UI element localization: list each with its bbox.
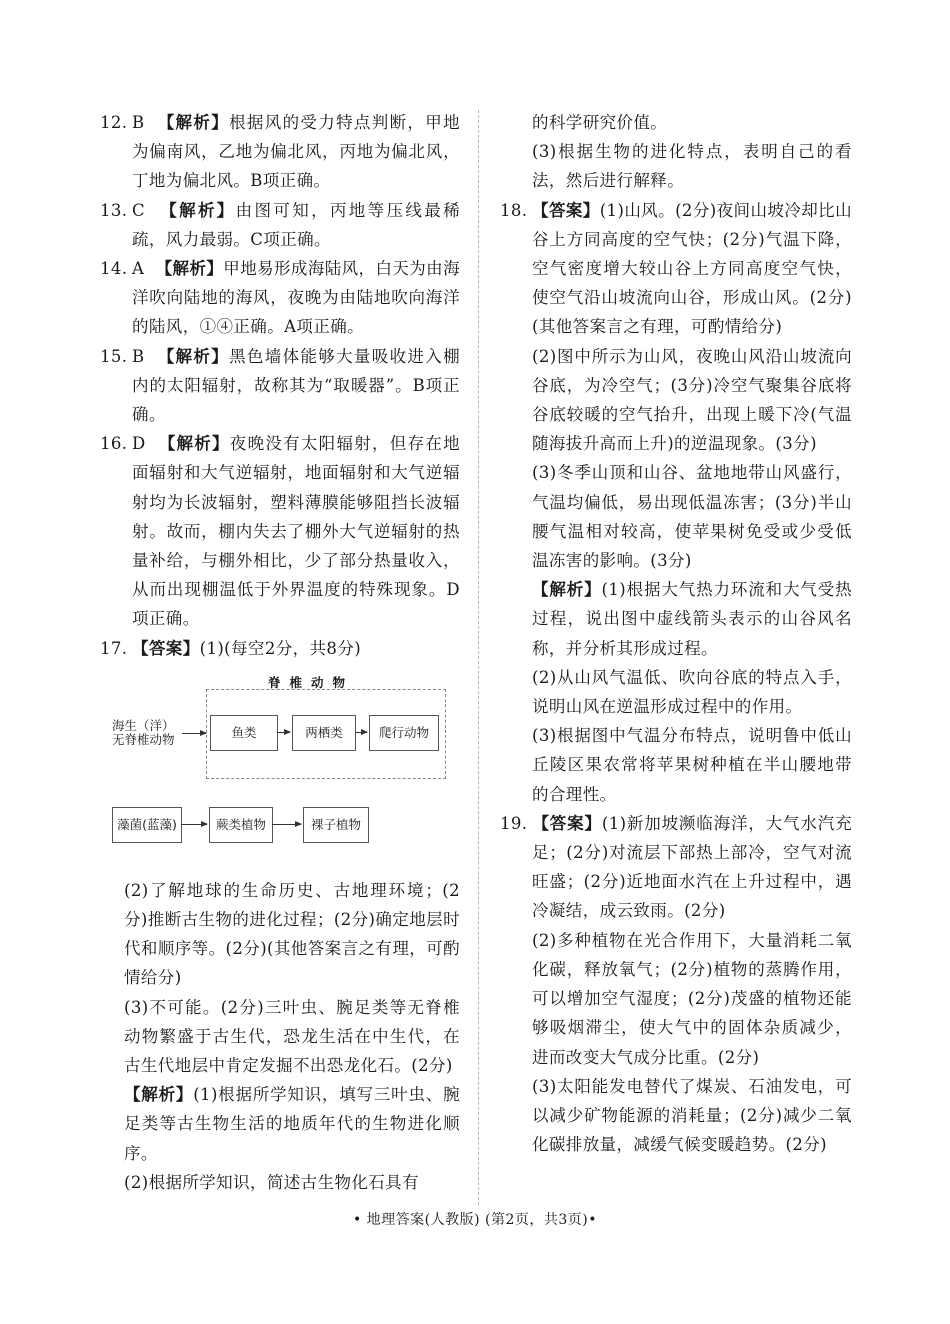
answer-choice: D bbox=[132, 434, 146, 454]
fish-box: 鱼类 bbox=[210, 715, 278, 751]
analysis-text: 夜晚没有太阳辐射，但存在地面辐射和大气逆辐射，地面辐射和大气逆辐射均为长波辐射，塑料薄膜能够阻挡长波辐射。故而，棚内失去了棚外大气逆辐射的热量补给，与棚外相比，少了部分热量收入，从而出现棚温低于外界温度的特殊现象。D项正确。 bbox=[132, 434, 460, 629]
answer-text: (1)山风。(2分)夜间山坡冷却比山谷上方同高度的空气快；(2分)气温下降，空气密度增大较山谷上方同高度空气快，使空气沿山坡流向山谷，形成山风。(2分)(其他答案言之有理，可酌情给分) bbox=[532, 200, 852, 337]
answer-choice: C bbox=[132, 200, 146, 220]
arrow-icon bbox=[182, 733, 206, 734]
question-13 bbox=[100, 196, 460, 254]
answer-tag: 【答案】 bbox=[532, 813, 602, 833]
analysis-text: 甲地易形成海陆风，白天为由海洋吹向陆地的海风，夜晚为由陆地吹向海洋的陆风，①④正确。A项正确。 bbox=[132, 259, 460, 337]
question-number: 14. bbox=[100, 259, 128, 279]
right-column bbox=[500, 108, 852, 1159]
question-number: 15. bbox=[100, 346, 128, 366]
answer-part-2: (2)了解地球的生命历史、古地理环境；(2分)推断古生物的进化过程；(2分)确定地层时代和顺序等。(2分)(其他答案言之有理，可酌情给分) bbox=[124, 880, 460, 988]
question-17 bbox=[100, 634, 460, 663]
answer-18-3: (3)冬季山顶和山谷、盆地地带山风盛行，气温均偏低，易出现低温冻害；(3分)半山腰气温相对较高，使苹果树免受或少受低温冻害的影响。(3分) bbox=[532, 463, 852, 571]
analysis-tag: 【解析】 bbox=[158, 434, 230, 454]
analysis-text: 根据风的受力特点判断，甲地为偏南风，乙地为偏北风，丙地为偏北风，丁地为偏北风。B项正确。 bbox=[132, 113, 461, 191]
arrow-icon bbox=[181, 824, 207, 825]
answer-part-1: (1)(每空2分，共8分) bbox=[199, 638, 362, 658]
analysis-tag: 【解析】 bbox=[532, 580, 602, 600]
analysis-tag: 【解析】 bbox=[155, 259, 224, 279]
answer-19-3: (3)太阳能发电替代了煤炭、石油发电，可以减少矿物能源的消耗量；(2分)减少二氧化碳排放量，减缓气候变暖趋势。(2分) bbox=[532, 1076, 852, 1155]
analysis-17-1 bbox=[100, 1080, 460, 1168]
left-column bbox=[100, 108, 460, 1197]
answer-tag: 【答案】 bbox=[132, 638, 200, 658]
analysis-text: 黑色墙体能够大量吸收进入棚内的太阳辐射，故称其为“取暖器”。B项正确。 bbox=[132, 346, 461, 425]
amphibian-box: 两栖类 bbox=[292, 715, 356, 751]
analysis-17-3: (3)根据生物的进化特点，表明自己的看法，然后进行解释。 bbox=[532, 142, 852, 191]
answer-text: (1)新加坡濒临海洋，大气水汽充足；(2分)对流层下部热上部冷，空气对流旺盛；(2分)近地面水汽在上升过程中，遇冷凝结，成云致雨。(2分) bbox=[532, 813, 852, 921]
question-19 bbox=[500, 809, 852, 926]
analysis-tag: 【解析】 bbox=[124, 1085, 194, 1105]
arrow-icon bbox=[277, 732, 290, 733]
analysis-text: 由图可知，丙地等压线最稀疏，风力最弱。C项正确。 bbox=[132, 200, 460, 249]
arrow-icon bbox=[355, 732, 367, 733]
analysis-text: (1)根据大气热力环流和大气受热过程，说出图中虚线箭头表示的山谷风名称，并分析其形成过程。 bbox=[532, 580, 852, 658]
analysis-tag: 【解析】 bbox=[160, 200, 236, 220]
reptile-box: 爬行动物 bbox=[369, 715, 439, 751]
analysis-17-2-cont: 的科学研究价值。 bbox=[532, 113, 668, 132]
answer-choice: B bbox=[132, 113, 145, 132]
answer-choice: B bbox=[132, 346, 145, 366]
question-number: 12. bbox=[100, 113, 128, 132]
analysis-tag: 【解析】 bbox=[157, 113, 230, 132]
analysis-tag: 【解析】 bbox=[157, 346, 230, 366]
question-number: 17. bbox=[100, 638, 128, 658]
question-18 bbox=[500, 196, 852, 342]
evolution-diagram bbox=[100, 667, 460, 872]
analysis-18-1 bbox=[500, 575, 852, 663]
question-15 bbox=[100, 342, 460, 430]
question-number: 13. bbox=[100, 200, 128, 220]
analysis-18-2: (2)从山风气温低、吹向谷底的特点入手，说明山风在逆温形成过程中的作用。 bbox=[532, 667, 852, 717]
vertebrate-label: 脊椎动物 bbox=[268, 674, 355, 690]
gymnosperm-box: 裸子植物 bbox=[303, 807, 369, 843]
answer-tag: 【答案】 bbox=[532, 200, 600, 220]
question-16 bbox=[100, 429, 460, 633]
question-number: 18. bbox=[500, 200, 528, 220]
column-divider bbox=[478, 110, 479, 1205]
marine-invertebrate-box: 海生（洋）无脊椎动物 bbox=[112, 715, 182, 751]
answer-18-2: (2)图中所示为山风，夜晚山风沿山坡流向谷底，为冷空气；(3分)冷空气聚集谷底将谷底较暖的空气抬升，出现上暖下冷(气温随海拔升高而上升)的逆温现象。(3分) bbox=[532, 346, 852, 454]
algae-box: 藻菌(蓝藻) bbox=[112, 807, 182, 843]
fern-box: 蕨类植物 bbox=[209, 807, 273, 843]
question-number: 19. bbox=[500, 813, 528, 833]
answer-choice: A bbox=[132, 259, 145, 279]
page-footer: • 地理答案(人教版) (第2页，共3页)• bbox=[352, 1212, 598, 1228]
question-number: 16. bbox=[100, 434, 128, 454]
analysis-text: (1)根据所学知识，填写三叶虫、腕足类等古生物生活的地质年代的生物进化顺序。 bbox=[124, 1085, 460, 1163]
analysis-18-3: (3)根据图中气温分布特点，说明鲁中低山丘陵区果农常将苹果树种植在半山腰地带的合理性。 bbox=[532, 726, 852, 804]
answer-part-3: (3)不可能。(2分)三叶虫、腕足类等无脊椎动物繁盛于古生代，恐龙生活在中生代，在古生代地层中肯定发掘不出恐龙化石。(2分) bbox=[124, 997, 460, 1076]
arrow-icon bbox=[272, 824, 301, 825]
question-12 bbox=[100, 108, 460, 196]
question-14 bbox=[100, 254, 460, 342]
answer-19-2: (2)多种植物在光合作用下，大量消耗二氧化碳，释放氧气；(2分)植物的蒸腾作用，可以增加空气湿度；(2分)茂盛的植物还能够吸烟滞尘，使大气中的固体杂质减少，进而改变大气成分比重。(2分) bbox=[532, 930, 852, 1067]
analysis-17-2: (2)根据所学知识，简述古生物化石具有 bbox=[124, 1172, 419, 1192]
